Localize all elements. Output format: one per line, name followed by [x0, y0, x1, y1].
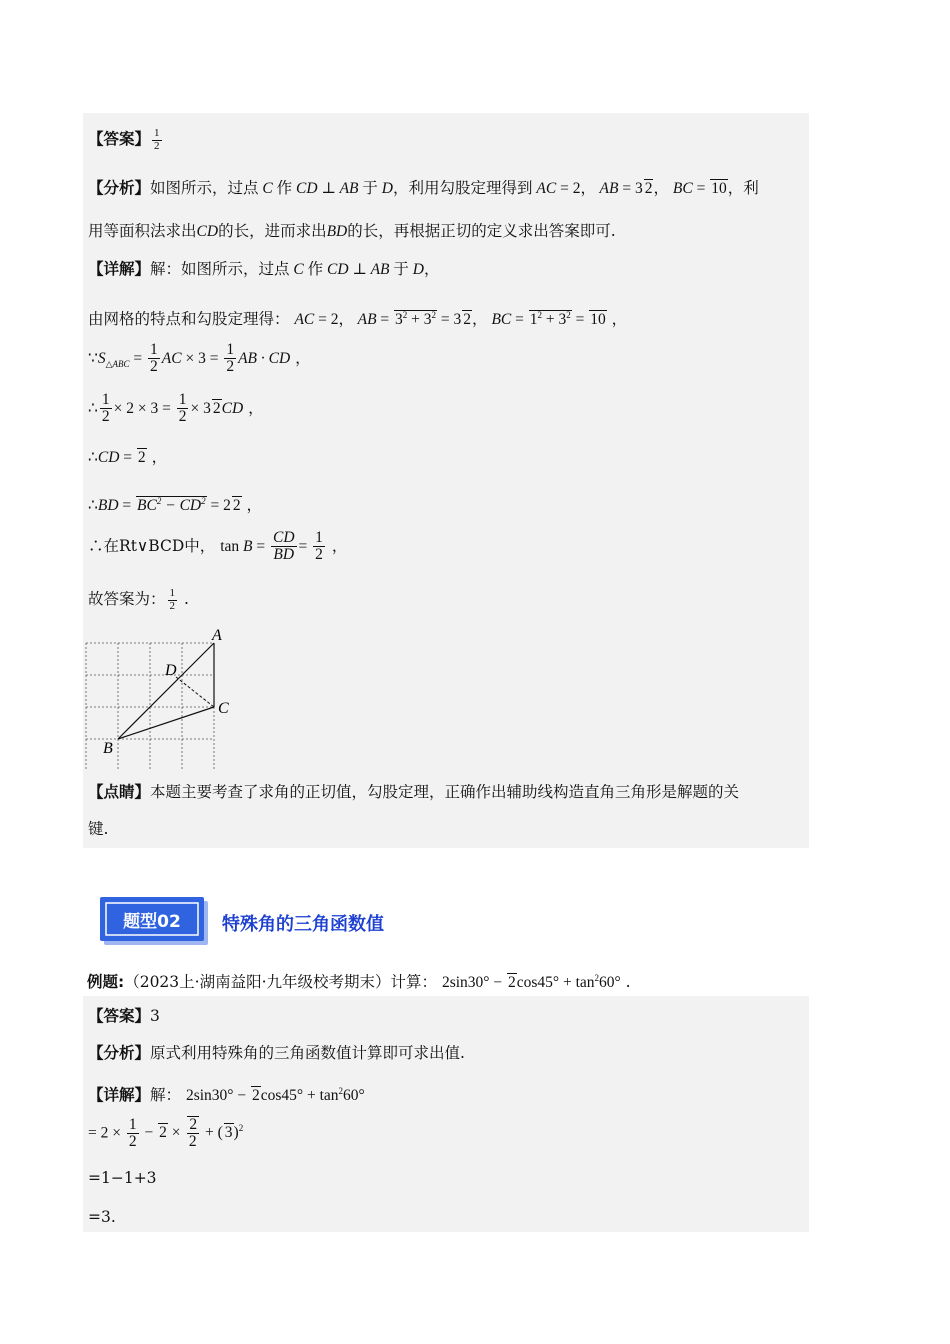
detail-label: 【详解】 [88, 260, 151, 278]
analysis-label: 【分析】 [88, 179, 151, 197]
answer-label: 【答案】 [88, 130, 151, 149]
grid-figure [80, 625, 240, 770]
analysis-line-1: 【分析】如图所示，过点 C 作 CD ⊥ AB 于 D，利用勾股定理得到 AC = 2， AB = 3 2， BC = 10，利 [88, 179, 759, 197]
q2-answer-line: 【答案】3 [88, 1007, 160, 1025]
q2-analysis-line: 【分析】原式利用特殊角的三角函数值计算即可求出值. [88, 1044, 465, 1062]
badge-text: 题型02 [123, 912, 181, 932]
triangle [118, 643, 214, 739]
answer-line [88, 128, 164, 152]
label-b: B [103, 740, 113, 757]
section-badge [100, 897, 208, 945]
cd-line: ∴CD = 2 ， [88, 448, 168, 466]
comment-label: 【点睛】 [88, 783, 151, 801]
analysis-line-2: 用等面积法求出CD的长，进而求出BD的长，再根据正切的定义求出答案即可. [88, 222, 616, 240]
equation-line-1: ∴ $\frac{1}{2}$ × 2 × 3 = $\frac{1}{2}$ × 3 2CD ， [88, 391, 264, 426]
pythagoras-line: 由网格的特点和勾股定理得： AC = 2， AB = $3^2 + 3^2 = 3$ 2， BC = $1^2 + 3^2 = 10$ ， [88, 310, 628, 329]
detail-line-1: 【详解】解：如图所示，过点 C 作 CD ⊥ AB 于 D， [88, 260, 440, 278]
final-answer-line: 故答案为： $\frac{1}{2}$ . [88, 587, 189, 612]
bd-line: ∴BD = $BC^2 - CD^2 = 2$ 2 ， [88, 496, 263, 515]
section-title: 特殊角的三角函数值 [222, 914, 384, 935]
solution-panel-2 [83, 996, 809, 1232]
q2-step-3: =1−1+3 [88, 1169, 157, 1187]
example-line: 例题:（2023上·湖南益阳·九年级校考期末）计算： $2\sin 30^\circ - 2\cos 45^\circ + \tan^260^\circ$ . [87, 972, 631, 991]
area-line: $\because S_{\triangle ABC}$ = $\frac{1}{2}$ AC × 3 = $\frac{1}{2}$ AB · CD ， [88, 341, 311, 376]
label-d: D [165, 662, 177, 679]
q2-step-4: =3. [88, 1208, 116, 1226]
comment-line-1: 【点睛】本题主要考查了求角的正切值，勾股定理，正确作出辅助线构造直角三角形是解题的关 [88, 783, 740, 801]
q2-detail-line: 【详解】解： $2\sin 30^\circ - 2\cos 45^\circ + \tan^260^\circ$ [88, 1086, 365, 1105]
label-a: A [212, 627, 222, 644]
q2-step-2: = 2 × $\frac{1}{2}$ − 2 × $\frac{2}{2}$ + ( 3)$^2$ [88, 1115, 244, 1151]
answer-fraction: $\frac{1}{2}$ [154, 127, 160, 152]
tan-line: ∴在Rt∨BCD中， tan B = $\frac{CD}{BD}$ = $\frac{1}{2}$ ， [88, 529, 348, 564]
label-c: C [218, 700, 229, 717]
comment-line-2: 键. [88, 820, 109, 838]
